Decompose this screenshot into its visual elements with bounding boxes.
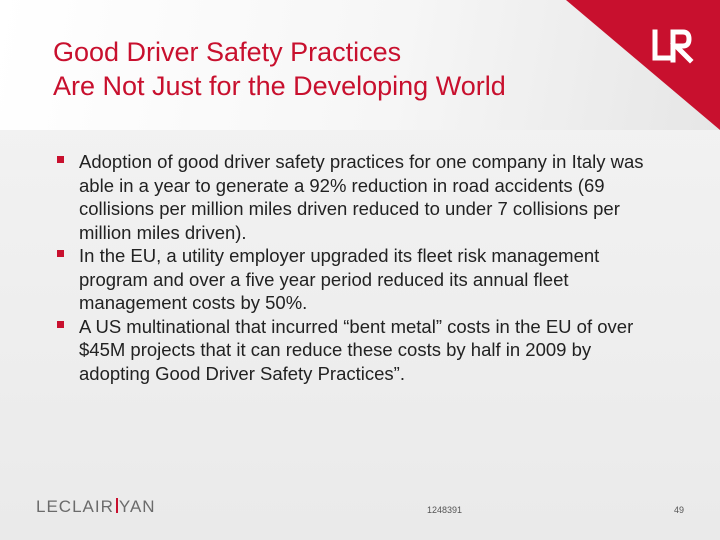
document-number: 1248391 — [427, 505, 463, 515]
bullet-item — [57, 315, 667, 386]
slide-title-line-2: Are Not Just for the Developing World — [53, 71, 506, 101]
page-number: 49 — [674, 505, 685, 515]
logo-red-bar-icon — [116, 498, 118, 513]
bullet-square-icon — [57, 156, 64, 163]
logo-text-part2: YAN — [118, 497, 156, 516]
bullet-square-icon — [57, 250, 64, 257]
bullet-item — [57, 150, 667, 244]
logo-text-part1: LECLAIR — [36, 497, 114, 516]
bullet-item — [57, 244, 667, 315]
slide-title — [53, 35, 613, 103]
bullet-square-icon — [57, 321, 64, 328]
slide-title-line-1: Good Driver Safety Practices — [53, 37, 402, 67]
bullet-text: A US multinational that incurred “bent metal” costs in the EU of over $45M projects that it can reduce these costs by half in 2009 by adopting Good Driver Safety Practices”. — [79, 315, 634, 384]
bullet-list — [57, 150, 667, 385]
bullet-text: In the EU, a utility employer upgraded its fleet risk management program and over a five year period reduced its annual fleet management costs by 50%. — [79, 245, 600, 313]
leclairryan-logo — [36, 497, 156, 517]
bullet-text: Adoption of good driver safety practices for one company in Italy was able in a year to generate a 92% reduction in road accidents (69 collisions per million miles driven reduced to under 7 collisions per million miles driven). — [79, 151, 644, 243]
